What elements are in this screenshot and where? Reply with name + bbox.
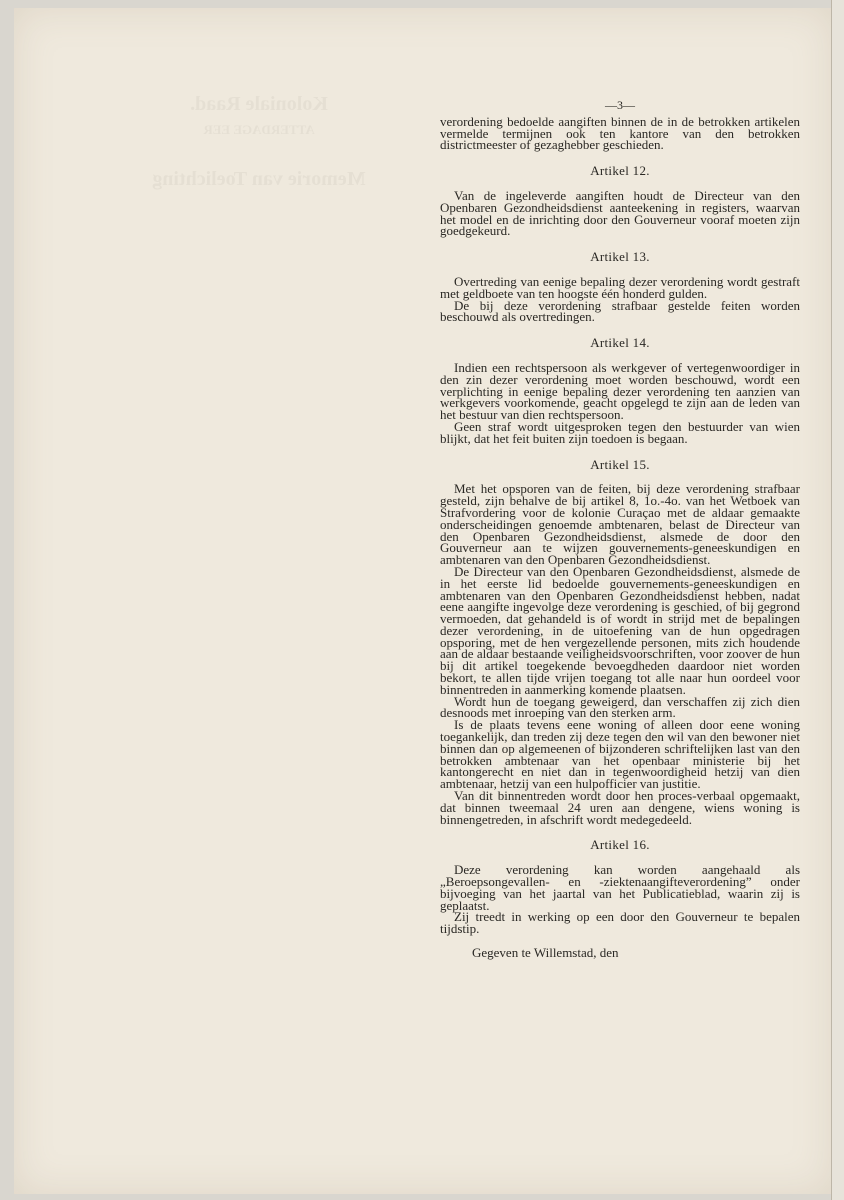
bleedthrough-text — [144, 88, 374, 248]
article-15-paragraph-5: Van dit binnentreden wordt door hen proces-verbaal opgemaakt, dat binnen tweemaal 24 uren aan dengene, wiens woning is binnengetreden, in afschrift wordt medegedeeld. — [440, 788, 800, 827]
page-number: —3— — [605, 98, 635, 112]
bleed-line-1: Koloniale Raad. — [190, 93, 328, 115]
article-15-paragraph-3: Wordt hun de toegang geweigerd, dan verschaffen zij zich dien desnoods met inroeping van den sterken arm. — [440, 693, 800, 721]
article-15-heading: Artikel 15. — [590, 456, 650, 472]
article-12-paragraph: Van de ingeleverde aangiften houdt de Directeur van den Openbaren Gezondheidsdienst aanteekening in registers, waarvan het model en de inrichting door den Gouverneur vooraf moeten zijn goedgekeurd. — [440, 187, 800, 239]
article-14-paragraph-1: Indien een rechtspersoon als werkgever of vertegenwoordiger in den zin dezer verordening moet worden beschouwd, wordt een verplichting in eenige bepaling dezer verordening ten aanzien van werkgevers voorkomende, geacht opgelegd te zijn aan de leden van het bestuur van dien rechtspersoon. — [440, 359, 800, 423]
article-16-paragraph-1: Deze verordening kan worden aangehaald als „Beroepsongevallen- en -ziektenaangifteverordening” onder bijvoeging van het jaartal van het Publicatieblad, waarin zij is geplaatst. — [440, 862, 800, 913]
article-12-heading: Artikel 12. — [590, 163, 650, 179]
article-15-paragraph-1: Met het opsporen van de feiten, bij deze verordening strafbaar gesteld, zijn behalve de bij artikel 8, 1o.-4o. van het Wetboek van Strafvordering voor de kolonie Curaçao met de aldaar gemaakte onderscheidingen genoemde ambtenaren, belast de Directeur van den Openbaren Gezondheidsdienst, alsmede de door den Gouverneur aan te wijzen gouvernements-geneeskundigen en ambtenaren van den Openbaren Gezondheidsdienst. — [440, 481, 800, 568]
article-13-paragraph-1: Overtreding van eenige bepaling dezer verordening wordt gestraft met geldboete van ten hoogste één honderd gulden. — [440, 273, 800, 301]
article-13-paragraph-2: De bij deze verordening strafbaar gestelde feiten worden beschouwd als overtredingen. — [440, 297, 800, 325]
bleed-line-3: Memorie van Toelichting — [152, 167, 366, 190]
article-15-paragraph-2: De Directeur van den Openbaren Gezondheidsdienst, alsmede de in het eerste lid bedoelde gouvernements-geneeskundigen en ambtenaren van den Openbaren Gezondheidsdienst hebben, nadat eene aangifte ingevolge deze verordening is geschied, of bij gegrond vermoeden, dat gehandeld is of wordt in strijd met de bepalingen dezer verordening, in de uitoefening van de hun opgedragen opsporing, met de hen vergezellende personen, mits zich houdende aan de aldaar bestaande veiligheidsvoorschriften, voor zoover de hun bij dit artikel toegekende bevoegdheden daardoor niet worden bekort, te allen tijde vrijen toegang tot alle naar hun oordeel voor binnentreden in aanmerking komende plaatsen. — [440, 563, 800, 697]
article-14-heading: Artikel 14. — [590, 335, 650, 351]
article-16-heading: Artikel 16. — [590, 837, 650, 853]
bleed-line-2: ATTERDAGE EER — [203, 122, 315, 137]
article-16-paragraph-2: Zij treedt in werking op een door den Gouverneur te bepalen tijdstip. — [440, 909, 800, 937]
intro-paragraph: verordening bedoelde aangiften binnen de in de betrokken artikelen vermelde termijnen ook ten kantore van den betrokken districtmeester of gezaghebber geschieden. — [440, 113, 800, 153]
signoff-line: Gegeven te Willemstad, den — [472, 945, 619, 961]
article-13-heading: Artikel 13. — [590, 249, 650, 265]
article-14-paragraph-2: Geen straf wordt uitgesproken tegen den bestuurder van wien blijkt, dat het feit buiten zijn toedoen is begaan. — [440, 418, 800, 446]
article-15-paragraph-4: Is de plaats tevens eene woning of alleen door eene woning toegankelijk, dan treden zij deze tegen den wil van den bewoner niet binnen dan op algemeenen of bijzonderen schriftelijken last van den betrokken ambtenaar van het openbaar ministerie bij het kantongerecht en niet dan in tegenwoordigheid hetzij van dien ambtenaar, hetzij van een hulpofficier van justitie. — [440, 717, 800, 792]
text-column — [440, 100, 800, 959]
document-page — [14, 8, 832, 1194]
scanner-edge — [831, 0, 844, 1200]
